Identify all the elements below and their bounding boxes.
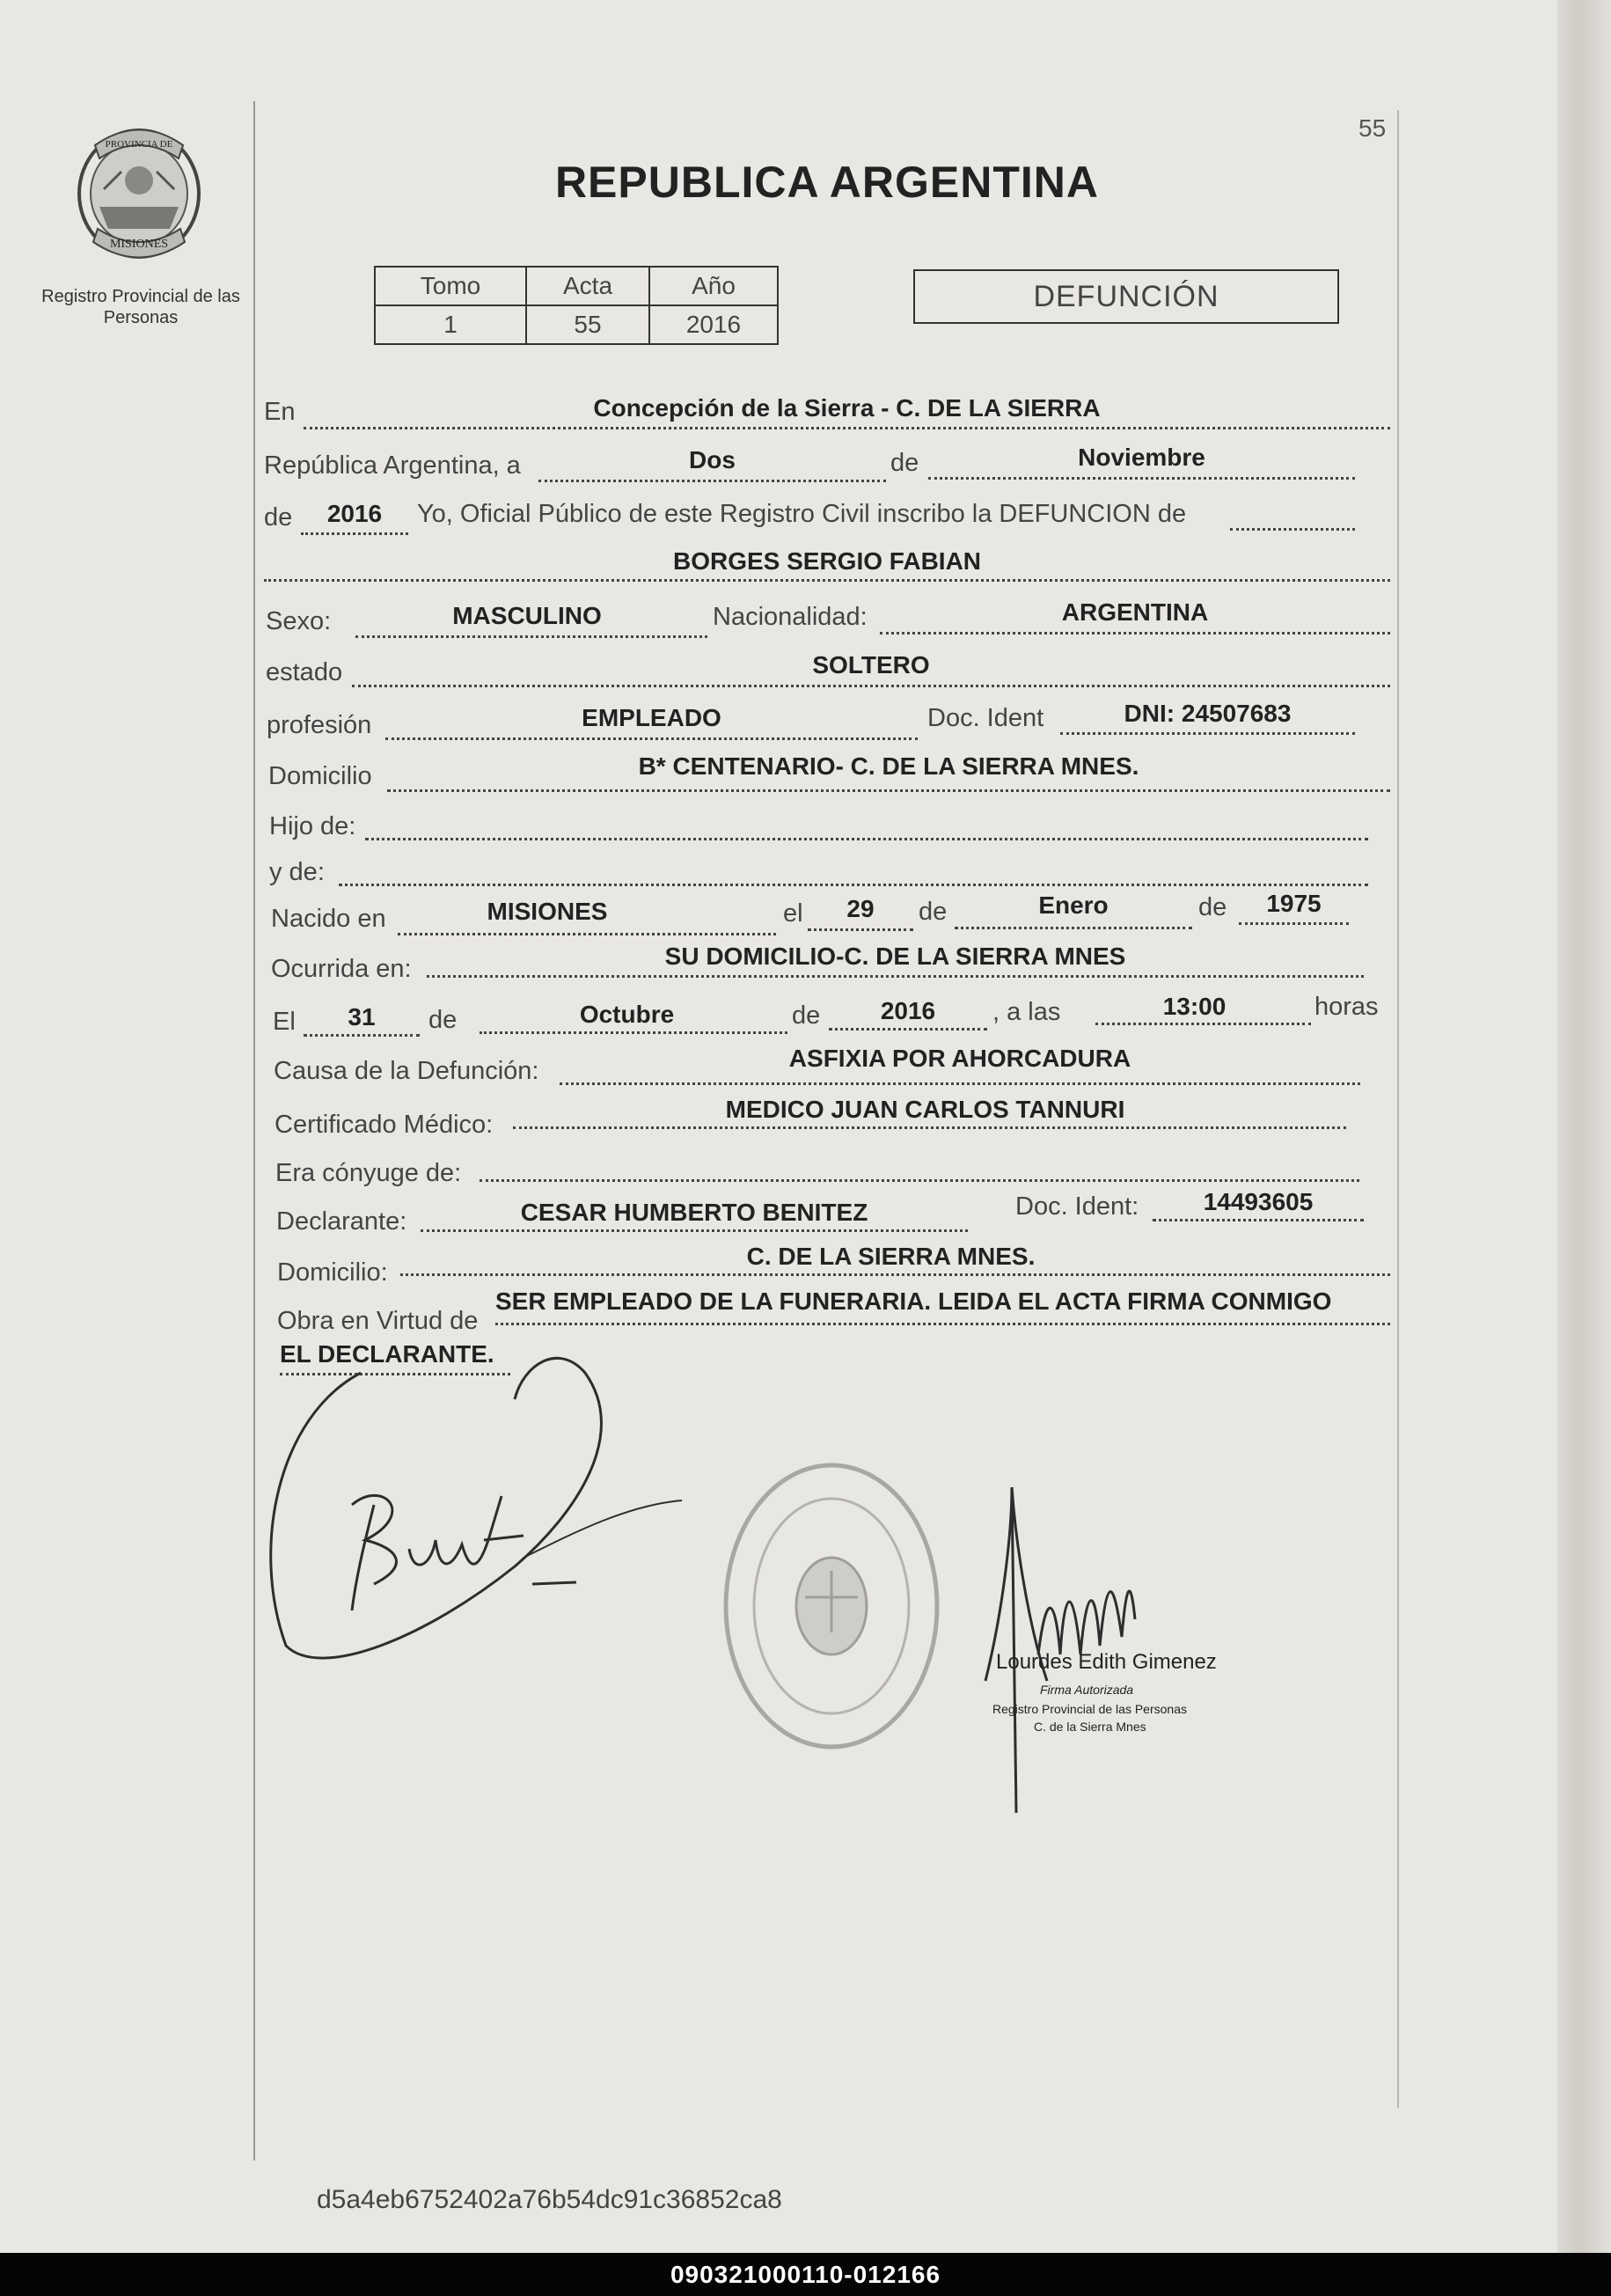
- label-republica: República Argentina, a: [264, 451, 521, 480]
- svg-text:MISIONES: MISIONES: [109, 238, 169, 251]
- footer-code: 090321000110-012166: [0, 2253, 1611, 2296]
- sex-value: MASCULINO: [452, 602, 602, 629]
- page-title: REPUBLICA ARGENTINA: [554, 158, 1100, 207]
- misiones-crest-icon: [69, 119, 209, 268]
- deceased-name-value: BORGES SERGIO FABIAN: [672, 547, 982, 575]
- dotted-line: [398, 933, 776, 935]
- record-type-box: DEFUNCIÓN: [913, 269, 1339, 324]
- label-obra: Obra en Virtud de: [277, 1307, 479, 1335]
- death-time-value: 13:00: [1162, 993, 1227, 1020]
- dotted-line: [355, 635, 707, 638]
- registry-name: Registro Provincial de las Personas: [41, 287, 240, 327]
- label-el: el: [783, 899, 803, 928]
- label-de: de: [890, 449, 919, 477]
- dotted-line: [1153, 1219, 1364, 1221]
- label-estado: estado: [266, 658, 343, 686]
- dotted-line: [427, 975, 1364, 978]
- death-month-value: Octubre: [579, 1001, 675, 1028]
- label-declarante: Declarante:: [276, 1207, 407, 1236]
- dotted-line: [928, 477, 1355, 480]
- dni-value: DNI: 24507683: [1124, 700, 1292, 727]
- label-ocurrida-en: Ocurrida en:: [271, 955, 412, 983]
- document-hash: d5a4eb6752402a76b54dc91c36852ca8: [317, 2185, 782, 2214]
- col-header-tomo: Tomo: [375, 267, 526, 305]
- place-value: Concepción de la Sierra - C. DE LA SIERRA: [593, 394, 1101, 422]
- tomo-value: 1: [375, 305, 526, 344]
- dotted-line: [955, 927, 1192, 929]
- dotted-line: [1230, 528, 1355, 531]
- birth-day-value: 29: [846, 895, 875, 922]
- label-nacionalidad: Nacionalidad:: [713, 603, 868, 631]
- label-el-date: El: [273, 1008, 296, 1036]
- official-office-line-2: C. de la Sierra Mnes: [1034, 1720, 1146, 1734]
- birth-month-value: Enero: [1038, 891, 1109, 919]
- declarant-signature: [260, 1346, 699, 1681]
- label-conyuge: Era cónyuge de:: [275, 1159, 462, 1187]
- inscription-year-value: 2016: [326, 500, 383, 527]
- page-edge: [1557, 0, 1611, 2253]
- col-header-anio: Año: [649, 267, 778, 305]
- dotted-line: [495, 1323, 1390, 1325]
- label-de: de: [428, 1006, 458, 1034]
- dotted-line: [1095, 1023, 1311, 1025]
- dotted-line: [480, 1179, 1359, 1182]
- dotted-line: [352, 685, 1390, 687]
- nationality-value: ARGENTINA: [1061, 598, 1209, 626]
- label-horas: horas: [1314, 993, 1379, 1021]
- place-of-death-value: SU DOMICILIO-C. DE LA SIERRA MNES: [664, 943, 1126, 970]
- dotted-line: [387, 789, 1390, 792]
- label-de: de: [792, 1001, 821, 1030]
- dotted-line: [513, 1126, 1346, 1129]
- official-title: Firma Autorizada: [1040, 1683, 1134, 1697]
- label-certificado: Certificado Médico:: [275, 1111, 494, 1139]
- civil-status-value: SOLTERO: [812, 651, 930, 679]
- dotted-line: [339, 884, 1368, 886]
- label-de: de: [1198, 893, 1227, 921]
- dotted-line: [385, 737, 918, 740]
- declarant-address-value: C. DE LA SIERRA MNES.: [746, 1243, 1036, 1270]
- declarant-doc-value: 14493605: [1203, 1188, 1314, 1215]
- acta-value: 55: [526, 305, 649, 344]
- official-stamp: [717, 1456, 946, 1756]
- dotted-line: [1239, 922, 1349, 925]
- label-causa: Causa de la Defunción:: [274, 1057, 539, 1085]
- inscription-month-value: Noviembre: [1078, 444, 1205, 471]
- profession-value: EMPLEADO: [582, 704, 721, 731]
- label-profesion: profesión: [267, 711, 372, 739]
- dotted-line: [480, 1031, 787, 1034]
- obra-value-line-2: EL DECLARANTE.: [280, 1340, 494, 1368]
- dotted-line: [400, 1273, 1390, 1276]
- inscription-day-value: Dos: [689, 446, 736, 473]
- svg-text:PROVINCIA DE: PROVINCIA DE: [105, 139, 173, 150]
- official-signature: [977, 1478, 1205, 1813]
- label-de: de: [264, 503, 293, 532]
- death-day-value: 31: [348, 1003, 376, 1031]
- right-margin-line: [1397, 110, 1399, 2108]
- cause-of-death-value: ASFIXIA POR AHORCADURA: [788, 1045, 1131, 1072]
- dotted-line: [421, 1229, 968, 1232]
- address-value: B* CENTENARIO- C. DE LA SIERRA MNES.: [638, 752, 1139, 780]
- medical-certificate-value: MEDICO JUAN CARLOS TANNURI: [725, 1096, 1125, 1123]
- death-year-value: 2016: [880, 997, 936, 1024]
- label-hijo-de: Hijo de:: [269, 812, 356, 840]
- dotted-line: [304, 1034, 420, 1037]
- dotted-line: [538, 480, 886, 482]
- dotted-line: [560, 1082, 1360, 1085]
- label-en: En: [264, 398, 296, 426]
- label-a-las: , a las: [992, 998, 1061, 1026]
- label-domicilio: Domicilio: [268, 762, 372, 790]
- dotted-line: [1060, 732, 1355, 735]
- label-doc-ident: Doc. Ident:: [1015, 1192, 1139, 1221]
- birthplace-value: MISIONES: [487, 898, 608, 925]
- dotted-line: [829, 1028, 987, 1031]
- label-sexo: Sexo:: [266, 607, 332, 635]
- dotted-line: [264, 579, 1390, 582]
- label-oficial: Yo, Oficial Público de este Registro Civil inscribo la DEFUNCION de: [417, 500, 1187, 528]
- anio-value: 2016: [649, 305, 778, 344]
- label-nacido-en: Nacido en: [271, 905, 386, 933]
- left-margin-line: [253, 101, 255, 2160]
- dotted-line: [808, 928, 913, 931]
- label-y-de: y de:: [269, 858, 325, 886]
- birth-year-value: 1975: [1266, 890, 1322, 917]
- page-number: 55: [1358, 114, 1387, 142]
- record-table: [374, 266, 779, 345]
- official-name: Lourdes Edith Gimenez: [996, 1650, 1217, 1674]
- dotted-line: [301, 532, 408, 535]
- label-domicilio: Domicilio:: [277, 1258, 388, 1287]
- col-header-acta: Acta: [526, 267, 649, 305]
- label-de: de: [919, 898, 948, 926]
- dotted-line: [304, 427, 1390, 429]
- label-doc-ident: Doc. Ident: [927, 704, 1044, 732]
- dotted-line: [365, 838, 1368, 840]
- dotted-line: [880, 632, 1390, 635]
- declarant-name-value: CESAR HUMBERTO BENITEZ: [520, 1199, 868, 1226]
- obra-value-line-1: SER EMPLEADO DE LA FUNERARIA. LEIDA EL ACTA FIRMA CONMIGO: [495, 1287, 1332, 1315]
- official-office-line-1: Registro Provincial de las Personas: [992, 1702, 1187, 1716]
